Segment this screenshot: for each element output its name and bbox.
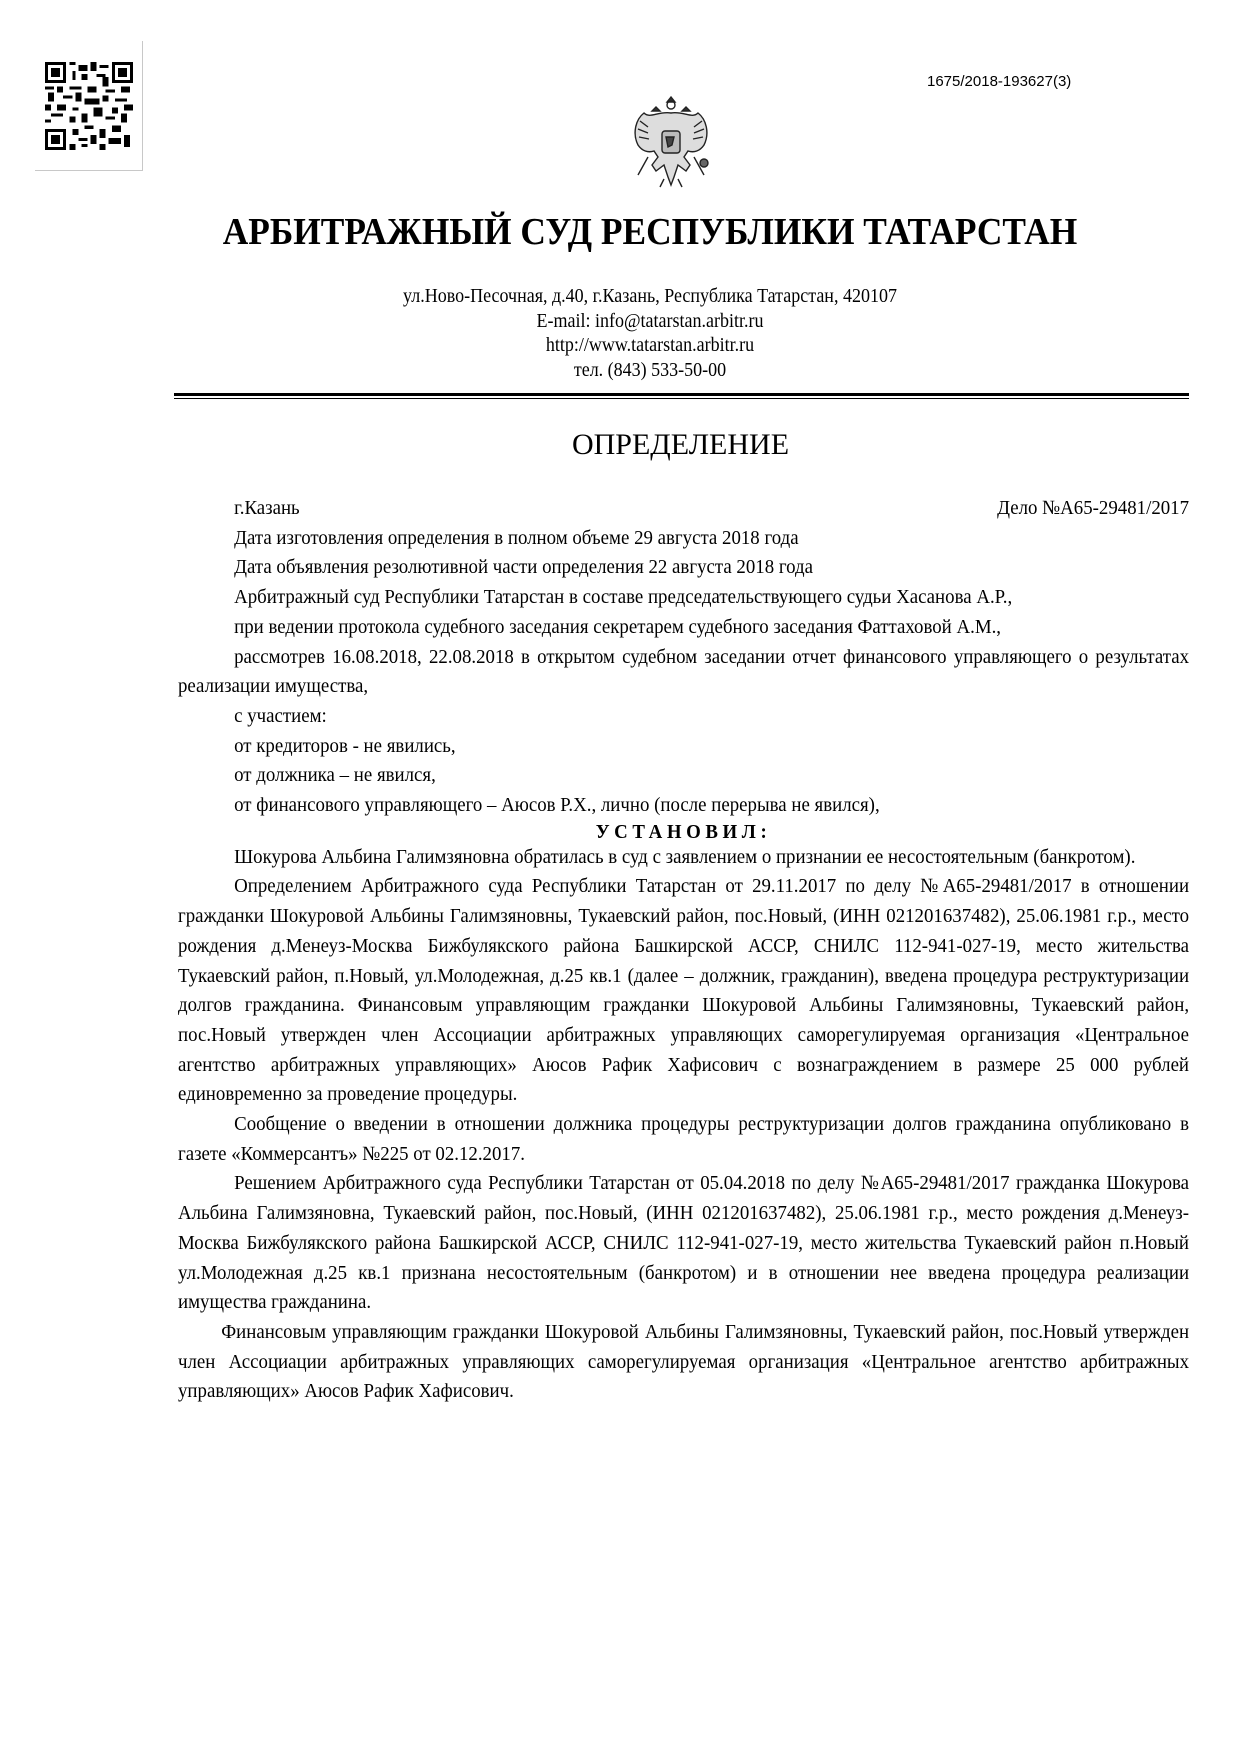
intro-paragraph: Арбитражный суд Республики Татарстан в составе председательствующего судьи Хасанова А.Р., [234,586,1013,609]
intro-paragraph: от финансового управляющего – Аюсов Р.Х., лично (после перерыва не явился), [234,794,880,817]
city: г.Казань [234,497,300,519]
intro-paragraph: рассмотрев 16.08.2018, 22.08.2018 в открытом судебном заседании отчет финансового управляющего о результатах реализации имущества, [178,645,1190,698]
body-paragraph: Определением Арбитражного суда Республики Татарстан от 29.11.2017 по делу №А65-29481/2017 в отношении гражданки Шокуровой Альбины Галимзяновны, Тукаевский район, пос.Новый, (ИНН 021201637482), 25.06.1981 г.р., место рождения д.Менеуз-Москва Бижбулякского района Башкирской АССР, СНИЛС 112-941-027-19, место жительства Тукаевский район, п.Новый, ул.Молодежная, д.25 кв.1 (далее – должник, гражданин), введена процедура реструктуризации долгов гражданина. Финансовым управляющим гражданки Шокуровой Альбины Галимзяновны, Тукаевский район, пос.Новый утвержден член Ассоциации арбитражных управляющих саморегулируемая организация «Центральное агентство арбитражных управляющих» Аюсов Рафик Хафисович с вознаграждением в размере 25 000 рублей единовременно за проведение процедуры. [178,875,1190,1106]
document-type-title: ОПРЕДЕЛЕНИЕ [571,428,790,461]
date-resolution: Дата объявления резолютивной части определения 22 августа 2018 года [234,556,813,579]
body-paragraph: Сообщение о введении в отношении должника процедуры реструктуризации долгов гражданина опубликовано в газете «Коммерсантъ» №225 от 02.12.2017. [178,1113,1190,1165]
body-paragraph: Финансовым управляющим гражданки Шокуровой Альбины Галимзяновны, Тукаевский район, пос.Новый утвержден член Ассоциации арбитражных управляющих саморегулируемая организация «Центральное агентство арбитражных управляющих» Аюсов Рафик Хафисович. [178,1320,1190,1403]
document-body [178,494,1189,1407]
city-case-row [178,494,1189,524]
body-paragraph: Решением Арбитражного суда Республики Татарстан от 05.04.2018 по делу №А65-29481/2017 гражданка Шокурова Альбина Галимзяновна, Тукаевский район, пос.Новый, (ИНН 021201637482), 25.06.1981 г.р., место рождения д.Менеуз-Москва Бижбулякского района Башкирской АССР, СНИЛС 112-941-027-19, место жительства Тукаевский район п.Новый ул.Молодежная д.25 кв.1 признана несостоятельным (банкротом) и в отношении нее введена процедура реализации имущества гражданина. [178,1172,1190,1314]
intro-paragraph: от кредиторов - не явились, [234,734,456,757]
russian-coat-of-arms-icon [628,93,714,193]
qr-code [45,54,133,158]
section-heading: УСТАНОВИЛ: [595,820,772,843]
intro-paragraph: при ведении протокола судебного заседания секретарем судебного заседания Фаттаховой А.М., [234,615,1002,638]
body-paragraph: Шокурова Альбина Галимзяновна обратилась в суд с заявлением о признании ее несостоятельным (банкротом). [234,845,1136,868]
court-website: http://www.tatarstan.arbitr.ru [545,334,755,356]
court-address: ул.Ново-Песочная, д.40, г.Казань, Республика Татарстан, 420107 [403,285,897,307]
header-divider-thin [174,398,1189,399]
case-number: Дело №А65-29481/2017 [997,497,1190,519]
intro-paragraph: с участием: [234,704,327,727]
document-id: 1675/2018-193627(3) [927,73,1072,90]
intro-paragraph: от должника – не явился, [234,764,436,787]
qr-code-frame [35,41,143,171]
court-email: E-mail: info@tatarstan.arbitr.ru [536,309,764,332]
court-phone: тел. (843) 533-50-00 [573,358,727,381]
court-contacts [200,284,1100,382]
court-name: АРБИТРАЖНЫЙ СУД РЕСПУБЛИКИ ТАТАРСТАН [222,211,1078,253]
date-full: Дата изготовления определения в полном объеме 29 августа 2018 года [234,526,799,549]
header-divider-thick [174,393,1189,396]
